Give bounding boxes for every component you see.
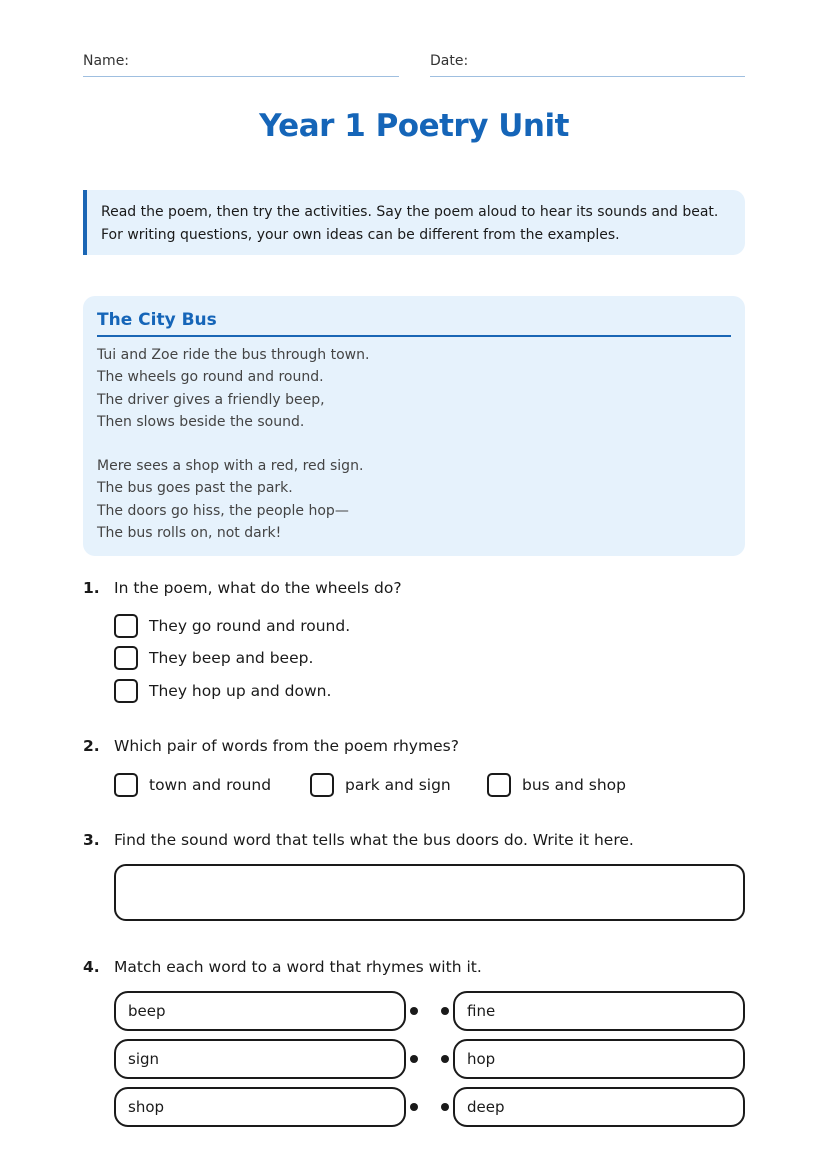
option-label: They go round and round. — [149, 617, 351, 635]
option-label: They beep and beep. — [149, 649, 314, 667]
question-number: 2. — [83, 737, 100, 755]
question-1-option-1[interactable] — [114, 613, 350, 639]
checkbox[interactable] — [114, 679, 138, 703]
match-left-word[interactable]: beep — [114, 991, 406, 1031]
checkbox[interactable] — [114, 614, 138, 638]
instructions-line-2: For writing questions, your own ideas can be different from the examples. — [101, 227, 620, 243]
poem-line: The driver gives a friendly beep, — [97, 391, 325, 408]
match-left-word[interactable]: shop — [114, 1087, 406, 1127]
instructions-line-1: Read the poem, then try the activities. Say the poem aloud to hear its sounds and beat. — [101, 204, 719, 220]
option-label: park and sign — [345, 776, 451, 794]
match-dot-right[interactable] — [441, 1007, 449, 1015]
checkbox[interactable] — [310, 773, 334, 797]
question-2-option-3[interactable] — [487, 772, 626, 798]
match-right-word[interactable]: hop — [453, 1039, 745, 1079]
match-dot-left[interactable] — [410, 1103, 418, 1111]
match-dot-right[interactable] — [441, 1103, 449, 1111]
poem-line: The doors go hiss, the people hop— — [97, 502, 349, 519]
match-dot-right[interactable] — [441, 1055, 449, 1063]
option-label: town and round — [149, 776, 272, 794]
poem-line: Tui and Zoe ride the bus through town. — [97, 347, 370, 363]
poem-line: Mere sees a shop with a red, red sign. — [97, 458, 364, 475]
question-text: Which pair of words from the poem rhymes? — [114, 737, 459, 755]
poem-line: The wheels go round and round. — [97, 369, 324, 386]
question-text: In the poem, what do the wheels do? — [114, 579, 402, 597]
question-text: Match each word to a word that rhymes with it. — [114, 958, 482, 976]
poem-box — [83, 296, 745, 556]
instructions-box — [83, 190, 745, 255]
answer-write-box[interactable] — [114, 864, 745, 921]
poem-title: The City Bus — [97, 310, 731, 337]
question-number: 3. — [83, 831, 100, 849]
question-1-option-2[interactable] — [114, 645, 313, 671]
option-label: They hop up and down. — [149, 682, 332, 700]
question-1-option-3[interactable] — [114, 678, 331, 704]
question-2-option-2[interactable] — [310, 772, 451, 798]
date-field[interactable] — [430, 52, 745, 77]
question-number: 1. — [83, 579, 100, 597]
poem-line: The bus goes past the park. — [97, 480, 293, 497]
checkbox[interactable] — [114, 773, 138, 797]
header-fields — [83, 52, 745, 78]
match-dot-left[interactable] — [410, 1055, 418, 1063]
option-label: bus and shop — [522, 776, 626, 794]
question-number: 4. — [83, 958, 100, 976]
name-field[interactable] — [83, 52, 399, 77]
name-label: Name: — [83, 53, 130, 69]
poem-line: The bus rolls on, not dark! — [97, 525, 282, 542]
checkbox[interactable] — [114, 646, 138, 670]
page-title: Year 1 Poetry Unit — [259, 108, 569, 144]
checkbox[interactable] — [487, 773, 511, 797]
match-left-word[interactable]: sign — [114, 1039, 406, 1079]
date-label: Date: — [430, 53, 469, 69]
poem-line: Then slows beside the sound. — [97, 413, 305, 430]
match-dot-left[interactable] — [410, 1007, 418, 1015]
match-right-word[interactable]: deep — [453, 1087, 745, 1127]
question-text: Find the sound word that tells what the bus doors do. Write it here. — [114, 831, 634, 849]
question-2-option-1[interactable] — [114, 772, 271, 798]
match-right-word[interactable]: fine — [453, 991, 745, 1031]
